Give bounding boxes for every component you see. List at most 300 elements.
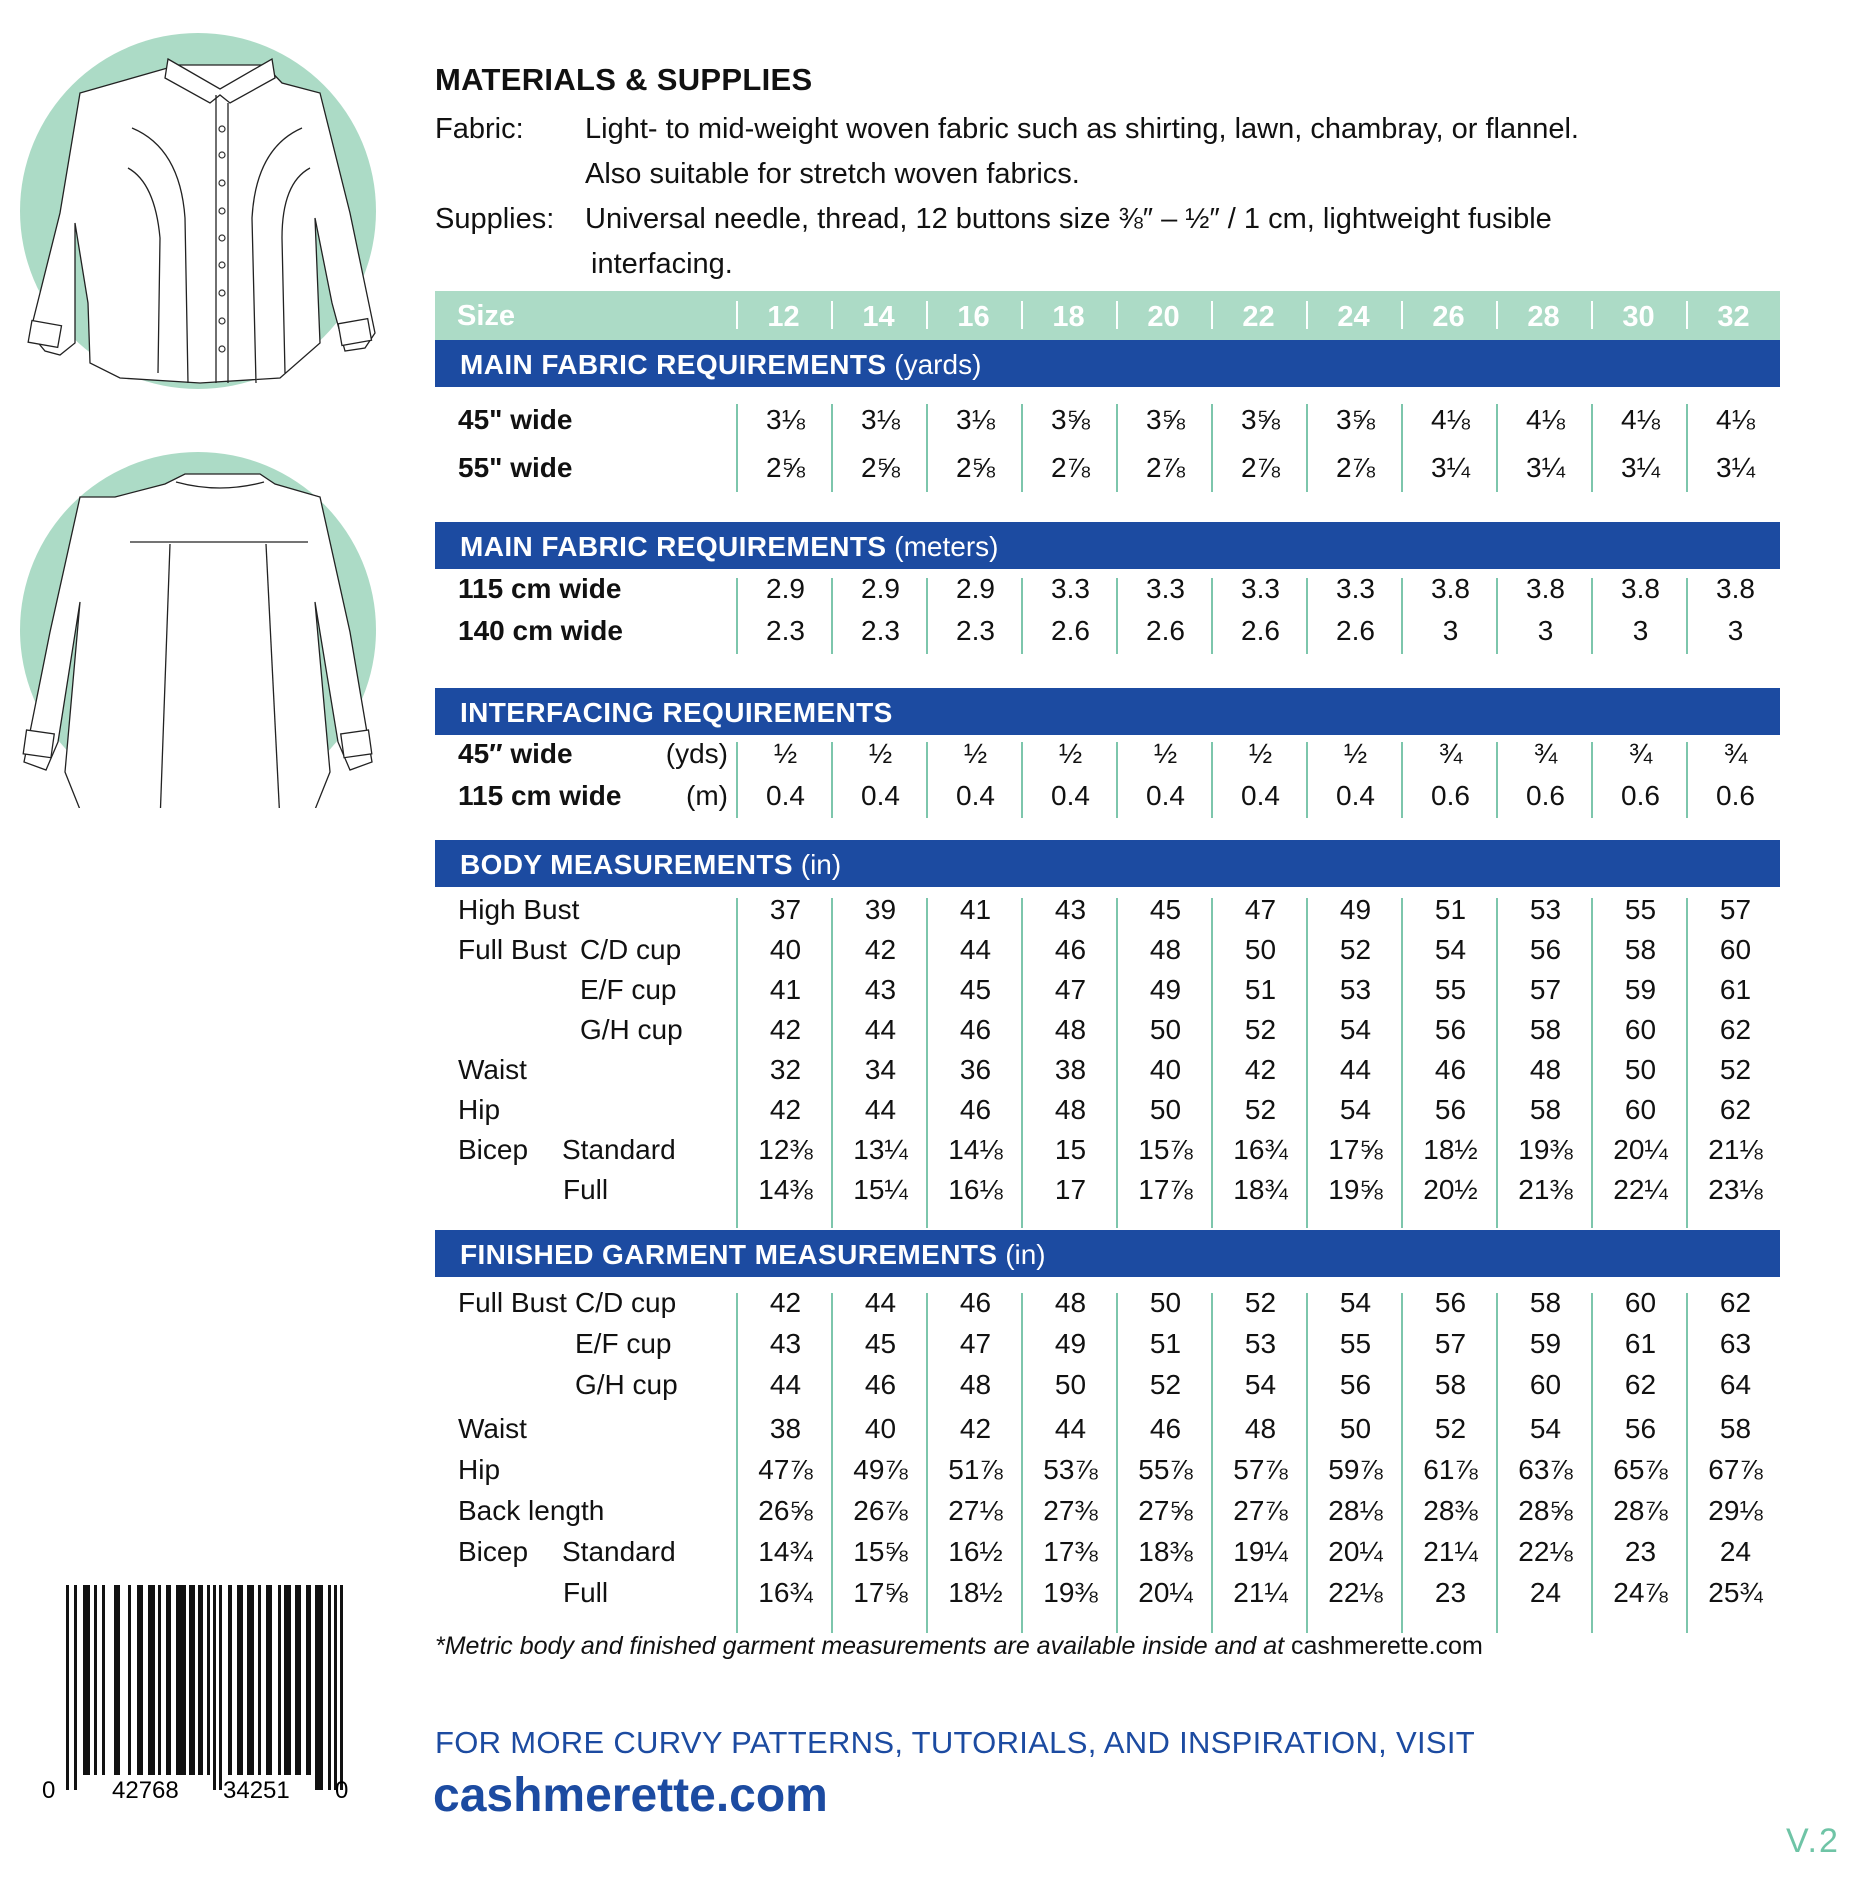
cell-value: 3¼	[1716, 452, 1755, 483]
cell-value: 0.4	[1051, 780, 1090, 811]
cell-value: 48	[1244, 1413, 1277, 1444]
cell-value: 63⅞	[1518, 1454, 1573, 1485]
cell-value: 54	[1244, 1369, 1277, 1400]
cell-value: 53	[1244, 1328, 1277, 1359]
cell-value: 29⅛	[1708, 1495, 1763, 1526]
cell-value: 16¾	[758, 1577, 813, 1608]
cell-value: 3	[1537, 615, 1554, 646]
row-label: Waist	[458, 1413, 527, 1444]
table-row	[435, 776, 1780, 816]
cell-value: 3⅛	[766, 404, 805, 435]
row-unit: (yds)	[665, 738, 728, 769]
version-label: V.2	[1786, 1822, 1840, 1860]
cell-value: 18½	[948, 1577, 1003, 1608]
size-col: 12	[736, 291, 831, 340]
section-header-meters	[435, 522, 1780, 569]
cell-value: 16¾	[1233, 1134, 1288, 1165]
cell-value: 18⅜	[1138, 1536, 1193, 1567]
cell-value: 42	[769, 1094, 802, 1125]
cell-value: 44	[1339, 1054, 1372, 1085]
section-unit: (meters)	[894, 531, 999, 562]
cell-value: 0.4	[1241, 780, 1280, 811]
cell-value: 18¾	[1233, 1174, 1288, 1205]
section-header-body	[435, 840, 1780, 887]
cell-value: 19⅜	[1518, 1134, 1573, 1165]
cell-value: 46	[1434, 1054, 1467, 1085]
cell-value: 52	[1339, 934, 1372, 965]
cell-value: 21⅜	[1518, 1174, 1573, 1205]
cell-value: 3.3	[1051, 573, 1090, 604]
fabric-label: Fabric:	[435, 113, 524, 145]
cell-value: 25¾	[1708, 1577, 1763, 1608]
table-row	[435, 1365, 1780, 1405]
table-row	[435, 1450, 1780, 1490]
cell-value: 3⅛	[861, 404, 900, 435]
cell-value: 0.6	[1716, 780, 1755, 811]
cell-value: ¾	[1628, 738, 1653, 769]
cell-value: 2.9	[766, 573, 805, 604]
cell-value: 51⅞	[948, 1454, 1003, 1485]
cell-value: 47	[959, 1328, 992, 1359]
cell-value: 55	[1434, 974, 1467, 1005]
cell-value: 3¼	[1526, 452, 1565, 483]
cell-value: 27⅝	[1138, 1495, 1193, 1526]
barcode-group1: 42768	[112, 1777, 179, 1804]
cell-value: 60	[1624, 1287, 1657, 1318]
cell-value: 59	[1529, 1328, 1562, 1359]
table-row	[435, 1532, 1780, 1572]
row-sublabel: G/H cup	[575, 1369, 678, 1400]
cell-value: 54	[1339, 1287, 1372, 1318]
cell-value: 3	[1442, 615, 1459, 646]
cell-value: 52	[1244, 1094, 1277, 1125]
cell-value: 3.8	[1526, 573, 1565, 604]
cell-value: 46	[1149, 1413, 1182, 1444]
cell-value: 14⅛	[948, 1134, 1003, 1165]
cell-value: 23	[1434, 1577, 1467, 1608]
row-label: Hip	[458, 1454, 501, 1485]
cell-value: 27⅜	[1043, 1495, 1098, 1526]
cell-value: 42	[864, 934, 897, 965]
cell-value: 47⅞	[758, 1454, 813, 1485]
cell-value: 51	[1244, 974, 1277, 1005]
cell-value: 42	[1244, 1054, 1277, 1085]
cell-value: 15	[1054, 1134, 1087, 1165]
cell-value: 45	[959, 974, 992, 1005]
cell-value: 2⅞	[1241, 452, 1280, 483]
cell-value: 57	[1529, 974, 1562, 1005]
section-title: MAIN FABRIC REQUIREMENTS	[460, 531, 887, 562]
supplies-row	[435, 197, 1552, 242]
fabric-row	[435, 107, 1579, 152]
cell-value: 56	[1339, 1369, 1372, 1400]
row-sublabel: E/F cup	[580, 974, 677, 1005]
table-row	[435, 1573, 1780, 1613]
cell-value: 58	[1434, 1369, 1467, 1400]
row-label: Bicep	[458, 1134, 529, 1165]
row-sublabel: Standard	[562, 1536, 676, 1567]
cell-value: 41	[769, 974, 802, 1005]
cell-value: 28⅝	[1518, 1495, 1573, 1526]
cell-value: 23	[1624, 1536, 1657, 1567]
cell-value: 3⅛	[956, 404, 995, 435]
barcode-group2: 34251	[223, 1777, 290, 1804]
cell-value: 17⅝	[853, 1577, 908, 1608]
cell-value: 64	[1719, 1369, 1752, 1400]
cell-value: 67⅞	[1708, 1454, 1763, 1485]
size-header-bar	[435, 291, 1780, 340]
cell-value: 60	[1529, 1369, 1562, 1400]
size-col: 20	[1116, 291, 1211, 340]
shirt-front-icon	[20, 33, 376, 389]
row-sublabel: C/D cup	[575, 1287, 677, 1318]
table-row	[435, 1409, 1780, 1449]
cell-value: 21¼	[1423, 1536, 1478, 1567]
table-row	[435, 569, 1780, 609]
table-row	[435, 1130, 1780, 1170]
cell-value: 17⅜	[1043, 1536, 1098, 1567]
cell-value: 55	[1339, 1328, 1372, 1359]
cell-value: 15⅞	[1138, 1134, 1193, 1165]
cell-value: 53	[1529, 894, 1562, 925]
cell-value: 50	[1339, 1413, 1372, 1444]
cell-value: 46	[959, 1014, 992, 1045]
cell-value: 56	[1434, 1287, 1467, 1318]
row-sublabel: Full	[563, 1577, 609, 1608]
barcode-left-digit: 0	[42, 1777, 56, 1804]
fabric-text: Light- to mid-weight woven fabric such as shirting, lawn, chambray, or flannel.	[585, 113, 1579, 145]
cell-value: 15⅝	[853, 1536, 908, 1567]
cell-value: 12⅜	[758, 1134, 813, 1165]
cell-value: 0.4	[956, 780, 995, 811]
website-link[interactable]: cashmerette.com	[433, 1769, 828, 1822]
cell-value: 58	[1529, 1094, 1562, 1125]
cell-value: ¾	[1723, 738, 1748, 769]
cell-value: 52	[1719, 1054, 1752, 1085]
cell-value: 22¼	[1613, 1174, 1668, 1205]
cell-value: 0.6	[1431, 780, 1470, 811]
cell-value: 37	[769, 894, 802, 925]
row-unit: (m)	[686, 780, 728, 811]
cell-value: ¾	[1533, 738, 1558, 769]
cell-value: 53⅞	[1043, 1454, 1098, 1485]
cell-value: 48	[959, 1369, 992, 1400]
cell-value: 20¼	[1138, 1577, 1193, 1608]
metric-footnote	[435, 1632, 1483, 1661]
cell-value: 3⅝	[1241, 404, 1280, 435]
cell-value: 2⅝	[861, 452, 900, 483]
cell-value: 46	[864, 1369, 897, 1400]
row-label: 115 cm wide	[458, 573, 622, 604]
cell-value: ½	[868, 738, 893, 769]
size-col: 22	[1211, 291, 1306, 340]
cell-value: 3⅝	[1051, 404, 1090, 435]
cell-value: 58	[1624, 934, 1657, 965]
cell-value: 54	[1339, 1014, 1372, 1045]
cell-value: ½	[1058, 738, 1083, 769]
cell-value: 50	[1149, 1287, 1182, 1318]
cell-value: 50	[1244, 934, 1277, 965]
cell-value: 39	[864, 894, 897, 925]
row-label: Back length	[458, 1495, 605, 1526]
cell-value: 60	[1624, 1014, 1657, 1045]
cell-value: 43	[864, 974, 897, 1005]
cell-value: 46	[1054, 934, 1087, 965]
supplies-label: Supplies:	[435, 203, 555, 235]
cell-value: 24	[1529, 1577, 1562, 1608]
table-row	[435, 1050, 1780, 1090]
section-title: BODY MEASUREMENTS	[460, 849, 793, 880]
cell-value: 0.4	[766, 780, 805, 811]
cell-value: 52	[1244, 1287, 1277, 1318]
row-label: High Bust	[458, 894, 580, 925]
table-row	[435, 400, 1780, 440]
cell-value: 13¼	[853, 1134, 908, 1165]
table-row	[435, 1170, 1780, 1210]
cell-value: 18½	[1423, 1134, 1478, 1165]
supplies-text-continued: interfacing.	[591, 248, 733, 280]
section-title: FINISHED GARMENT MEASUREMENTS	[460, 1239, 998, 1270]
cell-value: 24⅞	[1613, 1577, 1668, 1608]
table-row	[435, 1090, 1780, 1130]
cell-value: 3	[1727, 615, 1744, 646]
cell-value: 2⅞	[1051, 452, 1090, 483]
cell-value: 46	[959, 1287, 992, 1318]
cell-value: 54	[1434, 934, 1467, 965]
cell-value: 2.6	[1336, 615, 1375, 646]
cell-value: 58	[1719, 1413, 1752, 1444]
barcode-icon	[40, 1560, 380, 1810]
table-row	[435, 734, 1780, 774]
cell-value: 56	[1434, 1094, 1467, 1125]
cell-value: 56	[1434, 1014, 1467, 1045]
cell-value: 2⅝	[956, 452, 995, 483]
cell-value: 60	[1719, 934, 1752, 965]
cell-value: 14⅜	[758, 1174, 813, 1205]
barcode	[40, 1560, 380, 1810]
cell-value: 50	[1149, 1094, 1182, 1125]
cell-value: 51	[1149, 1328, 1182, 1359]
cell-value: 44	[959, 934, 992, 965]
cell-value: 2.6	[1241, 615, 1280, 646]
row-label: 55" wide	[458, 452, 573, 483]
row-sublabel: G/H cup	[580, 1014, 683, 1045]
row-sublabel: Standard	[562, 1134, 676, 1165]
row-label: Full Bust	[458, 1287, 567, 1318]
size-col: 32	[1686, 291, 1781, 340]
cell-value: 59⅞	[1328, 1454, 1383, 1485]
table-row	[435, 611, 1780, 651]
cell-value: ½	[1153, 738, 1178, 769]
table-row	[435, 930, 1780, 970]
cell-value: 3¼	[1431, 452, 1470, 483]
cell-value: 48	[1054, 1094, 1087, 1125]
cell-value: 42	[769, 1014, 802, 1045]
cell-value: 48	[1054, 1014, 1087, 1045]
row-label: Bicep	[458, 1536, 529, 1567]
cell-value: 44	[864, 1014, 897, 1045]
row-label: 45″ wide	[458, 738, 573, 769]
cell-value: 56	[1529, 934, 1562, 965]
cell-value: 55	[1624, 894, 1657, 925]
section-header-interfacing	[435, 688, 1780, 735]
table-row	[435, 1491, 1780, 1531]
cell-value: 32	[769, 1054, 802, 1085]
cell-value: 40	[864, 1413, 897, 1444]
cell-value: 56	[1624, 1413, 1657, 1444]
size-col: 26	[1401, 291, 1496, 340]
row-label: 45" wide	[458, 404, 573, 435]
cell-value: 23⅛	[1708, 1174, 1763, 1205]
cell-value: ¾	[1438, 738, 1463, 769]
cell-value: 47	[1244, 894, 1277, 925]
cell-value: 49	[1339, 894, 1372, 925]
cell-value: 36	[959, 1054, 992, 1085]
size-col: 18	[1021, 291, 1116, 340]
section-unit: (yards)	[894, 349, 982, 380]
cell-value: 2⅞	[1336, 452, 1375, 483]
cell-value: 52	[1434, 1413, 1467, 1444]
cell-value: 45	[1149, 894, 1182, 925]
cell-value: 48	[1054, 1287, 1087, 1318]
cell-value: 62	[1719, 1287, 1752, 1318]
cell-value: 21¼	[1233, 1577, 1288, 1608]
cell-value: 61	[1624, 1328, 1657, 1359]
cell-value: 2.6	[1146, 615, 1185, 646]
cell-value: 4⅛	[1431, 404, 1470, 435]
cell-value: 2.3	[766, 615, 805, 646]
cell-value: 42	[769, 1287, 802, 1318]
cell-value: 52	[1244, 1014, 1277, 1045]
cell-value: 3⅝	[1336, 404, 1375, 435]
cell-value: 0.6	[1621, 780, 1660, 811]
cell-value: 45	[864, 1328, 897, 1359]
cell-value: 20½	[1423, 1174, 1478, 1205]
cell-value: 49	[1149, 974, 1182, 1005]
cell-value: 65⅞	[1613, 1454, 1668, 1485]
footnote-link[interactable]: cashmerette.com	[1291, 1632, 1483, 1660]
cell-value: 0.4	[861, 780, 900, 811]
cell-value: 28⅛	[1328, 1495, 1383, 1526]
barcode-right-digit: 0	[335, 1777, 349, 1804]
cell-value: 3.8	[1431, 573, 1470, 604]
cell-value: 3	[1632, 615, 1649, 646]
shirt-back-icon	[20, 452, 376, 808]
footnote-text: *Metric body and finished garment measurements are available inside and at	[435, 1632, 1292, 1660]
cell-value: 27⅞	[1233, 1495, 1288, 1526]
cell-value: 38	[1054, 1054, 1087, 1085]
cell-value: 22⅛	[1518, 1536, 1573, 1567]
row-label: 140 cm wide	[458, 615, 623, 646]
cell-value: 62	[1624, 1369, 1657, 1400]
cell-value: 28⅜	[1423, 1495, 1478, 1526]
cell-value: 57	[1434, 1328, 1467, 1359]
section-header-finished	[435, 1230, 1780, 1277]
cell-value: 26⅞	[853, 1495, 908, 1526]
fabric-text-continued: Also suitable for stretch woven fabrics.	[585, 158, 1080, 190]
cell-value: 44	[769, 1369, 802, 1400]
shirt-front-illustration	[20, 33, 376, 389]
cell-value: 16½	[948, 1536, 1003, 1567]
cell-value: 53	[1339, 974, 1372, 1005]
table-row	[435, 970, 1780, 1010]
cell-value: 3.3	[1336, 573, 1375, 604]
row-sublabel: E/F cup	[575, 1328, 672, 1359]
cell-value: 19¼	[1233, 1536, 1288, 1567]
size-col: 16	[926, 291, 1021, 340]
table-row	[435, 890, 1780, 930]
table-row	[435, 1283, 1780, 1323]
cell-value: 50	[1624, 1054, 1657, 1085]
cell-value: 46	[959, 1094, 992, 1125]
cell-value: 2⅝	[766, 452, 805, 483]
cell-value: 50	[1149, 1014, 1182, 1045]
cell-value: 49	[1054, 1328, 1087, 1359]
section-unit: (in)	[800, 849, 842, 880]
cell-value: 63	[1719, 1328, 1752, 1359]
row-sublabel: C/D cup	[580, 934, 682, 965]
cell-value: 2.3	[956, 615, 995, 646]
cell-value: 21⅛	[1708, 1134, 1763, 1165]
cell-value: 3.8	[1716, 573, 1755, 604]
cell-value: 3⅝	[1146, 404, 1185, 435]
cell-value: 4⅛	[1621, 404, 1660, 435]
size-col: 28	[1496, 291, 1591, 340]
cell-value: 28⅞	[1613, 1495, 1668, 1526]
materials-title: MATERIALS & SUPPLIES	[435, 62, 813, 97]
table-row	[435, 448, 1780, 488]
cell-value: 41	[959, 894, 992, 925]
cell-value: 26⅝	[758, 1495, 813, 1526]
cell-value: 2.9	[861, 573, 900, 604]
cell-value: 42	[959, 1413, 992, 1444]
cell-value: 3.8	[1621, 573, 1660, 604]
cell-value: 44	[1054, 1413, 1087, 1444]
cell-value: 3.3	[1241, 573, 1280, 604]
cell-value: 2.3	[861, 615, 900, 646]
cell-value: 58	[1529, 1287, 1562, 1318]
cell-value: 55⅞	[1138, 1454, 1193, 1485]
cell-value: 34	[864, 1054, 897, 1085]
cell-value: ½	[1248, 738, 1273, 769]
cell-value: 2.6	[1051, 615, 1090, 646]
cell-value: 38	[769, 1413, 802, 1444]
cell-value: ½	[1343, 738, 1368, 769]
cell-value: 52	[1149, 1369, 1182, 1400]
cell-value: 58	[1529, 1014, 1562, 1045]
cell-value: 15¼	[853, 1174, 908, 1205]
cell-value: 22⅛	[1328, 1577, 1383, 1608]
cell-value: 61	[1719, 974, 1752, 1005]
cell-value: 62	[1719, 1094, 1752, 1125]
cell-value: 61⅞	[1423, 1454, 1478, 1485]
cell-value: 57⅞	[1233, 1454, 1288, 1485]
cell-value: 57	[1719, 894, 1752, 925]
cell-value: 43	[769, 1328, 802, 1359]
cell-value: ½	[773, 738, 798, 769]
row-sublabel: Full	[563, 1174, 609, 1205]
shirt-back-illustration	[20, 452, 376, 808]
cell-value: 2.9	[956, 573, 995, 604]
cell-value: 0.4	[1336, 780, 1375, 811]
cell-value: 20¼	[1613, 1134, 1668, 1165]
cell-value: 27⅛	[948, 1495, 1003, 1526]
cell-value: 48	[1149, 934, 1182, 965]
cell-value: 44	[864, 1287, 897, 1318]
size-col: 30	[1591, 291, 1686, 340]
cell-value: 50	[1054, 1369, 1087, 1400]
cell-value: 17⅝	[1328, 1134, 1383, 1165]
